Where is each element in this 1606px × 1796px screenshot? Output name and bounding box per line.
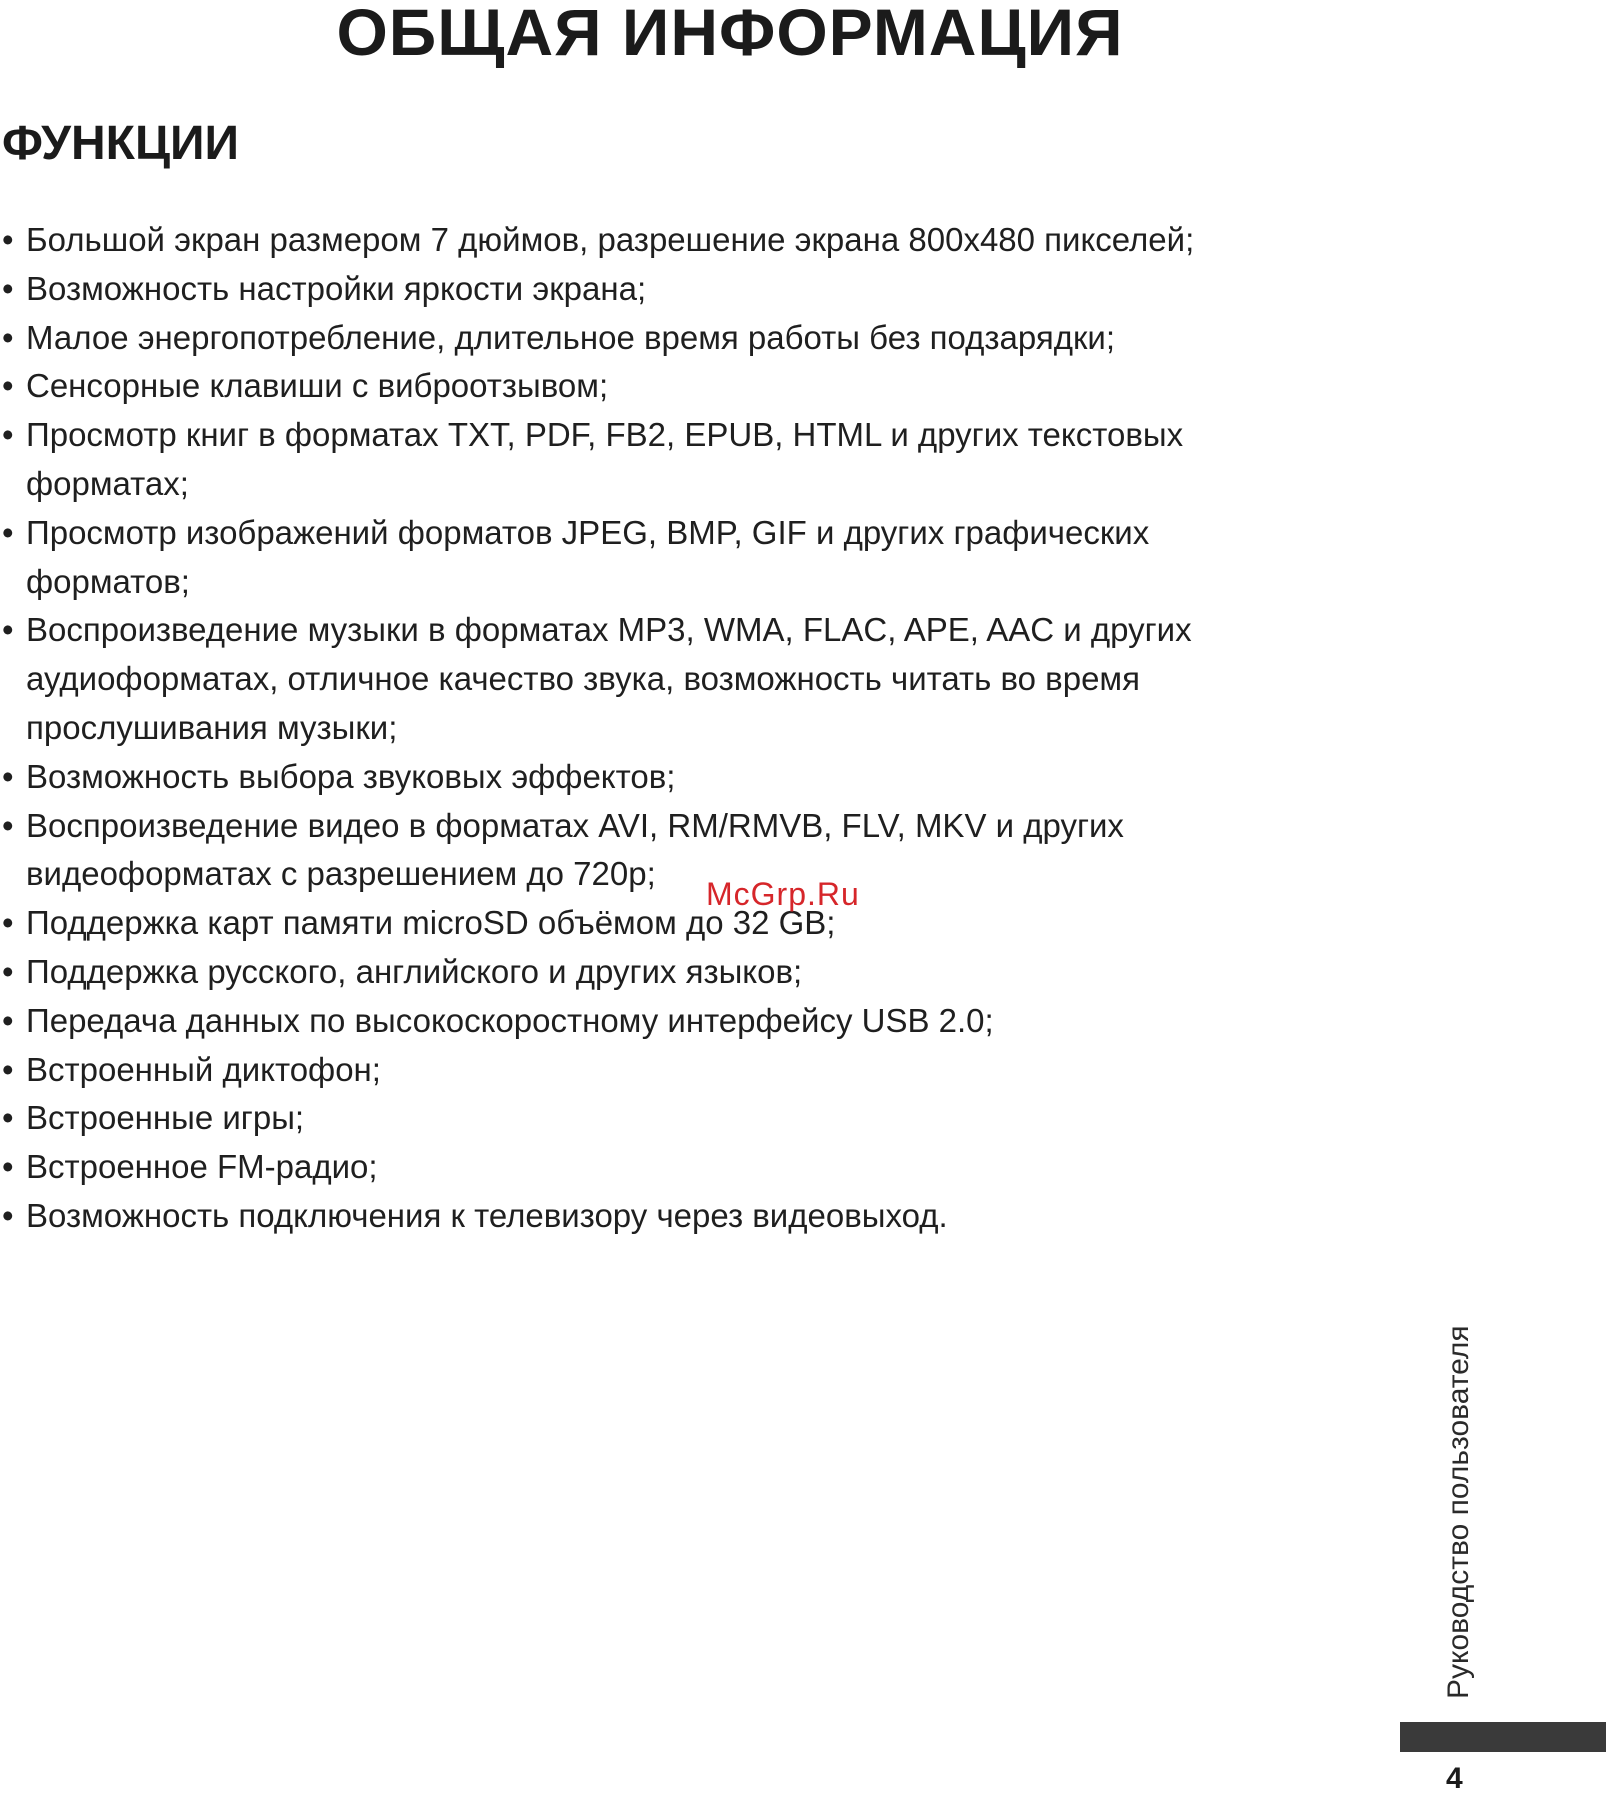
list-item-text: Возможность подключения к телевизору через видеовыход. (26, 1196, 948, 1234)
list-item (0, 1046, 1360, 1095)
page-title: ОБЩАЯ ИНФОРМАЦИЯ (336, 0, 1124, 69)
list-item (0, 606, 1360, 752)
side-label: Руководство пользователя (1442, 1325, 1475, 1699)
feature-list (0, 216, 1360, 1241)
list-item-text: Сенсорные клавиши с виброотзывом; (26, 367, 609, 405)
list-item-text: Просмотр изображений форматов JPEG, BMP, GIF и других графических (26, 513, 1150, 551)
list-item (0, 753, 1360, 802)
list-item (0, 216, 1360, 265)
bullet-icon: • (2, 611, 14, 649)
bullet-icon: • (2, 806, 14, 844)
bullet-icon: • (2, 269, 14, 307)
footer-bar (1400, 1722, 1606, 1752)
list-item (0, 948, 1360, 997)
watermark: McGrp.Ru (706, 876, 860, 912)
section-heading: ФУНКЦИИ (2, 117, 240, 170)
list-item (0, 509, 1360, 607)
bullet-icon: • (2, 757, 14, 795)
list-item (0, 802, 1360, 900)
bullet-icon: • (2, 1001, 14, 1039)
list-item-text: прослушивания музыки; (26, 708, 398, 746)
list-item-text: Малое энергопотребление, длительное время работы без подзарядки; (26, 318, 1115, 356)
bullet-icon: • (2, 904, 14, 942)
bullet-icon: • (2, 952, 14, 990)
list-item (0, 265, 1360, 314)
list-item-text: Встроенные игры; (26, 1099, 305, 1137)
list-item (0, 314, 1360, 363)
list-item-text: форматах; (26, 464, 189, 502)
bullet-icon: • (2, 1148, 14, 1186)
bullet-icon: • (2, 318, 14, 356)
bullet-icon: • (2, 221, 14, 258)
list-item-text: видеоформатах с разрешением до 720p; (26, 855, 656, 893)
list-item (0, 1094, 1360, 1143)
list-item (0, 899, 1360, 948)
list-item (0, 1192, 1360, 1241)
list-item-text: Поддержка русского, английского и других языков; (26, 952, 803, 990)
bullet-icon: • (2, 416, 14, 454)
list-item-text: Передача данных по высокоскоростному интерфейсу USB 2.0; (26, 1001, 994, 1039)
bullet-icon: • (2, 1196, 14, 1234)
list-item-text: Большой экран размером 7 дюймов, разрешение экрана 800x480 пикселей; (26, 221, 1195, 258)
list-item-text: Возможность выбора звуковых эффектов; (26, 757, 676, 795)
list-item (0, 411, 1360, 509)
bullet-icon: • (2, 513, 14, 551)
list-item-text: аудиоформатах, отличное качество звука, возможность читать во время (26, 660, 1140, 698)
bullet-icon: • (2, 367, 14, 405)
list-item (0, 1143, 1360, 1192)
bullet-icon: • (2, 1050, 14, 1088)
list-item-text: Просмотр книг в форматах TXT, PDF, FB2, EPUB, HTML и других текстовых (26, 416, 1184, 454)
list-item-text: Поддержка карт памяти microSD объёмом до 32 GB; (26, 904, 836, 942)
list-item-text: Возможность настройки яркости экрана; (26, 269, 647, 307)
list-item (0, 362, 1360, 411)
bullet-icon: • (2, 1099, 14, 1137)
list-item-text: Встроенное FM-радио; (26, 1148, 378, 1186)
page-number: 4 (1446, 1762, 1463, 1795)
list-item-text: форматов; (26, 562, 190, 600)
list-item-text: Встроенный диктофон; (26, 1050, 381, 1088)
list-item-text: Воспроизведение музыки в форматах MP3, WMA, FLAC, APE, AAC и других (26, 611, 1192, 649)
list-item (0, 997, 1360, 1046)
list-item-text: Воспроизведение видео в форматах AVI, RM/RMVB, FLV, MKV и других (26, 806, 1124, 844)
